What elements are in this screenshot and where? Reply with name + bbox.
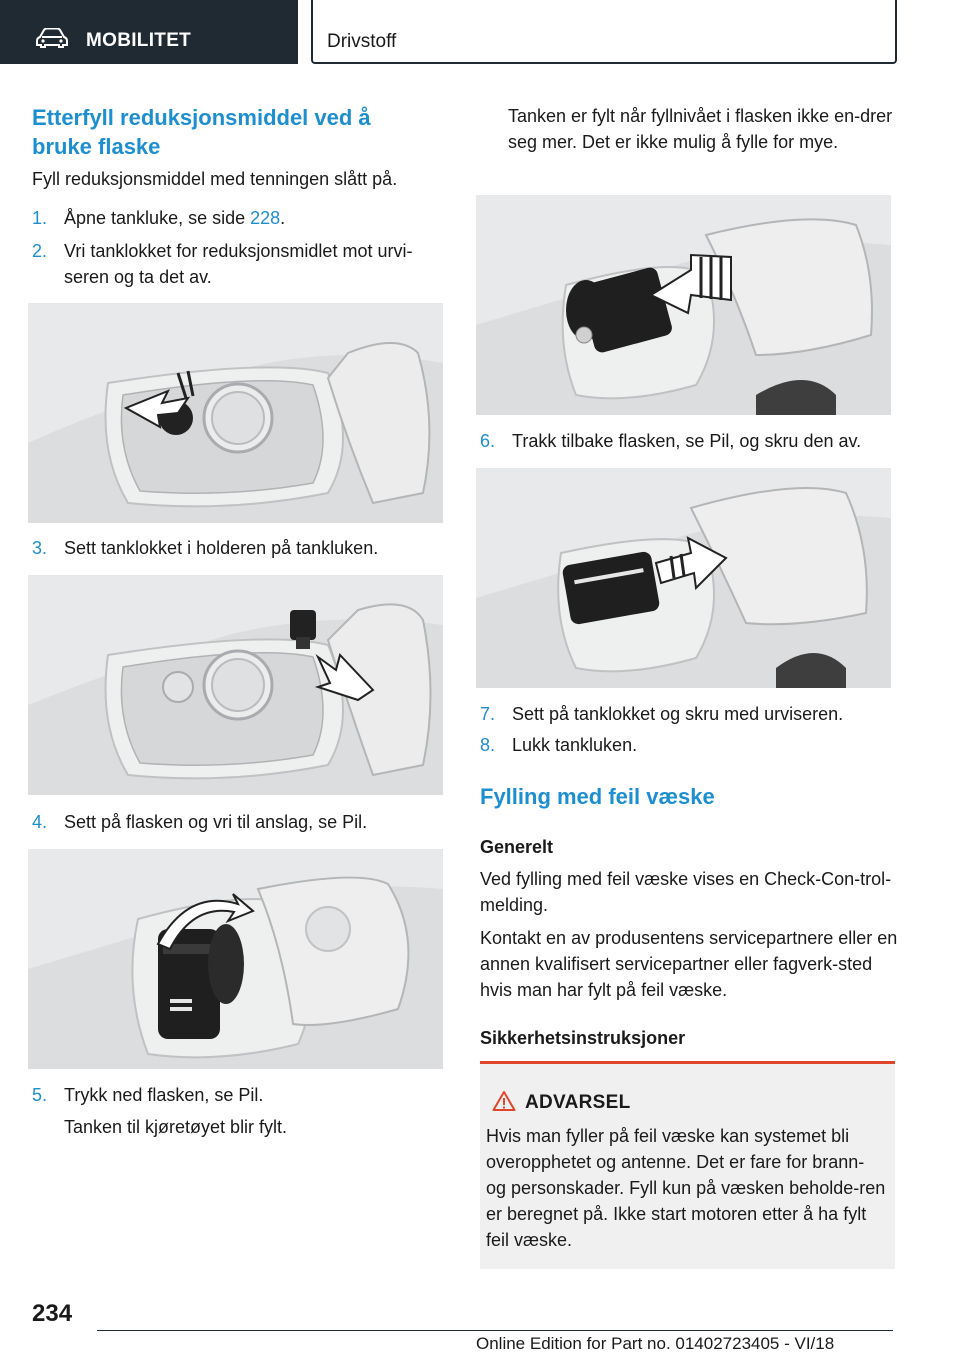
- section-heading-wrong-fluid: Fylling med feil væske: [480, 784, 715, 809]
- step-5-note: Tanken til kjøretøyet blir fylt.: [64, 1117, 288, 1137]
- footer-rule: [97, 1330, 893, 1331]
- step-number: 6.: [480, 431, 496, 451]
- step-number: 5.: [32, 1085, 48, 1105]
- step-number: 1.: [32, 208, 48, 228]
- step-number: 3.: [32, 538, 48, 558]
- step-text: Sett på tanklokket og skru med urviseren.: [512, 704, 844, 724]
- chapter-header: [311, 0, 897, 64]
- step-number: 2.: [32, 241, 48, 261]
- illustration-store-cap: [28, 575, 443, 795]
- bottle-illustration: [28, 849, 443, 1069]
- car-icon: [36, 28, 68, 48]
- page-link[interactable]: 228: [250, 208, 281, 228]
- section-title: MOBILITET: [86, 30, 192, 51]
- step-text: Lukk tankluken.: [512, 735, 638, 755]
- illustration-attach-bottle: [28, 849, 443, 1069]
- general-paragraph-2: Kontakt en av produsentens servicepartnere eller en annen kvalifisert servicepartner eller fagverk-sted hvis man har fylt på feil væske.: [480, 928, 898, 1000]
- illustration-press-bottle: [476, 195, 891, 415]
- illustration-remove-cap: [28, 303, 443, 523]
- step-text: Vri tanklokket for reduksjonsmidlet mot urvi-seren og ta det av.: [64, 241, 413, 287]
- step-number: 4.: [32, 812, 48, 832]
- step-text: Trakk tilbake flasken, se Pil, og skru den av.: [512, 431, 862, 451]
- step-number: 8.: [480, 735, 496, 755]
- step-text: Sett tanklokket i holderen på tankluken.: [64, 538, 379, 558]
- illustration-remove-bottle: [476, 468, 891, 688]
- subheading-safety: Sikkerhetsinstruksjoner: [480, 1028, 686, 1048]
- page-number: 234: [32, 1300, 73, 1327]
- warning-box: [480, 1061, 895, 1269]
- section-heading: Etterfyll reduksjonsmiddel ved å bruke flaske: [32, 105, 371, 159]
- step-text: Sett på flasken og vri til anslag, se Pil.: [64, 812, 368, 832]
- chapter-title: Drivstoff: [327, 31, 397, 52]
- intro-text: Fyll reduksjonsmiddel med tenningen slått på.: [32, 169, 398, 189]
- fuel-flap-illustration: [28, 303, 443, 523]
- bottle-illustration: [476, 468, 891, 688]
- fill-note: Tanken er fylt når fyllnivået i flasken ikke en-drer seg mer. Det er ikke mulig å fylle for mye.: [508, 106, 893, 152]
- step-text-tail: .: [280, 208, 286, 228]
- subheading-general: Generelt: [480, 837, 554, 857]
- warning-text: Hvis man fyller på feil væske kan systemet bli overopphetet og antenne. Det er fare for brann- og personskader. Fyll kun på væsken beholde-ren er beregnet på. Ikke start motoren etter å ha fylt feil væske.: [486, 1126, 886, 1250]
- footer-edition: Online Edition for Part no. 01402723405 - VI/18: [476, 1334, 835, 1353]
- warning-triangle-icon: [492, 1090, 516, 1112]
- step-text: Åpne tankluke, se side: [64, 208, 251, 228]
- step-number: 7.: [480, 704, 496, 724]
- fuel-flap-illustration: [28, 575, 443, 795]
- section-tab: [0, 0, 298, 64]
- step-text: Trykk ned flasken, se Pil.: [64, 1085, 264, 1105]
- general-paragraph-1: Ved fylling med feil væske vises en Check-Con-trol-melding.: [480, 869, 892, 915]
- bottle-illustration: [476, 195, 891, 415]
- warning-label: ADVARSEL: [525, 1092, 631, 1113]
